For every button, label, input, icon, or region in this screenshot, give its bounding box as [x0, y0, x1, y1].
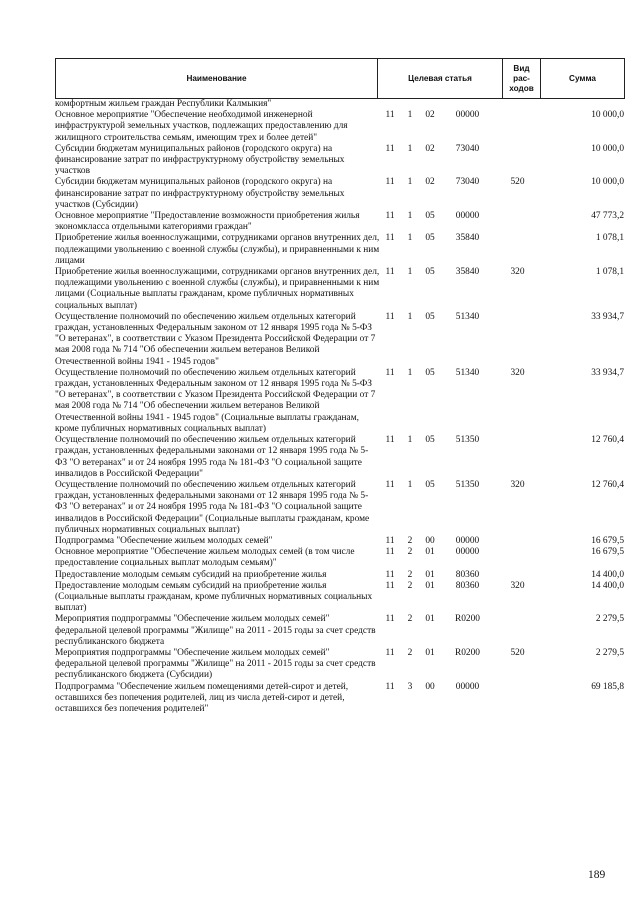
row-expense-kind: [495, 435, 540, 480]
row-code-activity: 05: [425, 367, 435, 378]
row-code-section: 11: [385, 479, 395, 490]
row-code-subprogram: 2: [407, 614, 413, 625]
row-code-activity: 01: [425, 614, 435, 625]
row-sum: 12 760,4: [591, 479, 624, 490]
row-expense-kind: 320: [510, 479, 525, 490]
table-row: [55, 536, 624, 547]
row-code-section: 11: [385, 211, 395, 222]
row-code-activity: 01: [425, 647, 435, 658]
table-row: [55, 368, 624, 435]
table-row: [55, 480, 624, 536]
row-code-activity: 01: [425, 580, 435, 591]
table-row: [55, 267, 624, 312]
row-name: Приобретение жилья военнослужащими, сотрудниками органов внутренних дел, подлежащими увольнению с военной службы (службы), и приравненными к ним лицами: [55, 233, 380, 266]
row-code-direction: 00000: [455, 681, 480, 692]
row-code-subprogram: 1: [407, 233, 413, 244]
row-sum: 33 934,7: [591, 311, 624, 322]
row-code-section: 11: [385, 143, 395, 154]
row-code-section: 11: [385, 569, 395, 580]
row-name: Субсидии бюджетам муниципальных районов (городского округа) на финансирование затрат по инфраструктурному обустройству земельных участков: [55, 143, 345, 177]
page-number: 189: [588, 869, 606, 881]
header-target: Целевая статья: [378, 59, 503, 99]
table-row: [55, 435, 624, 480]
table-row: [55, 177, 624, 211]
row-name: Основное мероприятие "Обеспечение жильем молодых семей (в том числе предоставление социальных выплат молодым семьям)": [55, 547, 355, 569]
row-expense-kind: [495, 110, 540, 144]
row-expense-kind: 520: [510, 177, 525, 188]
row-code-direction: 80360: [455, 580, 480, 591]
row-sum: 1 078,1: [595, 267, 624, 278]
table-row: [55, 648, 624, 682]
row-expense-kind: 320: [510, 267, 525, 278]
row-code-activity: 02: [425, 177, 435, 188]
row-name: Подпрограмма "Обеспечение жильем молодых семей": [55, 535, 273, 546]
row-code-direction: 00000: [455, 535, 480, 546]
row-code-activity: 00: [425, 681, 435, 692]
row-name: Мероприятия подпрограммы "Обеспечение жильем молодых семей" федеральной целевой программы "Жилище" на 2011 - 2015 годы за счет средств республиканского бюджета: [55, 614, 376, 647]
row-code-direction: 51340: [455, 311, 480, 322]
row-name: Предоставление молодым семьям субсидий на приобретение жилья (Социальные выплаты гражданам, кроме публичных нормативных социальных выплат): [55, 580, 373, 614]
row-name: комфортным жильем граждан Республики Калмыкия": [55, 99, 272, 109]
row-code-activity: 05: [425, 479, 435, 490]
table-row: [55, 144, 624, 178]
row-code-section: 11: [385, 233, 395, 244]
row-code-section: 11: [385, 311, 395, 322]
table-row: [55, 312, 624, 368]
row-code-section: 11: [385, 367, 395, 378]
row-expense-kind: [495, 233, 540, 267]
row-code-subprogram: 1: [407, 211, 413, 222]
row-code-direction: 51350: [455, 435, 480, 446]
header-kind-line2: рас-: [513, 73, 530, 83]
row-name: Предоставление молодым семьям субсидий на приобретение жилья: [55, 569, 327, 580]
row-code-direction: 00000: [455, 110, 480, 121]
header-name: Наименование: [56, 59, 378, 99]
header-kind-line1: Вид: [513, 63, 530, 73]
row-name: Осуществление полномочий по обеспечению жильем отдельных категорий граждан, установленных федеральными законами от 12 января 1995 года № 5-ФЗ "О ветеранах" и от 24 ноября 1995 года № 181-ФЗ "О социальной защите инвалидов в Российской Федерации": [55, 435, 369, 479]
row-code-section: 11: [385, 681, 395, 692]
row-name: Субсидии бюджетам муниципальных районов (городского округа) на финансирование затрат по инфраструктурному обустройству земельных участков (Субсидии): [55, 177, 345, 210]
row-sum: [540, 99, 624, 110]
row-code-subprogram: 1: [407, 479, 413, 490]
row-sum: 10 000,0: [591, 177, 624, 188]
table-row: [55, 581, 624, 615]
row-code-subprogram: 2: [407, 580, 413, 591]
row-name: Основное мероприятие "Предоставление возможности приобретения жилья экономкласса отдельными категориями граждан": [55, 211, 360, 233]
header-kind: [503, 59, 541, 99]
row-expense-kind: [495, 99, 540, 110]
row-code-direction: [440, 99, 495, 110]
table-row: [55, 547, 624, 569]
row-code-direction: 35840: [455, 233, 480, 244]
table-row: [55, 682, 624, 716]
table-row: [55, 614, 624, 648]
row-code-activity: 00: [425, 535, 435, 546]
row-code-activity: 02: [425, 110, 435, 121]
row-code-activity: [420, 99, 440, 110]
row-code-section: 11: [385, 535, 395, 546]
row-sum: 2 279,5: [595, 614, 624, 625]
table-header: [55, 58, 625, 99]
row-code-activity: 05: [425, 311, 435, 322]
row-expense-kind: [495, 682, 540, 716]
row-sum: 14 400,0: [591, 580, 624, 591]
row-code-direction: 51350: [455, 479, 480, 490]
row-expense-kind: [495, 614, 540, 648]
row-sum: 10 000,0: [591, 143, 624, 154]
row-sum: 2 279,5: [595, 647, 624, 658]
row-code-activity: 02: [425, 143, 435, 154]
row-name: Осуществление полномочий по обеспечению жильем отдельных категорий граждан, установленных Федеральным законом от 12 января 1995 года № 5-ФЗ "О ветеранах", в соответствии с Указом Президента Российской Федерации от 7 мая 2008 года № 714 "Об обеспечении жильем ветеранов Великой Отечественной войны 1941 - 1945 годов": [55, 311, 376, 367]
row-code-subprogram: 1: [407, 177, 413, 188]
row-sum: 69 185,8: [591, 681, 624, 692]
row-code-subprogram: [400, 99, 420, 110]
table-row: [55, 99, 624, 110]
row-code-section: 11: [385, 580, 395, 591]
row-code-subprogram: 2: [407, 547, 413, 558]
row-expense-kind: [495, 312, 540, 368]
row-code-activity: 05: [425, 435, 435, 446]
row-code-direction: R0200: [454, 647, 480, 658]
row-name: Осуществление полномочий по обеспечению жильем отдельных категорий граждан, установленных Федеральным законом от 12 января 1995 года № 5-ФЗ "О ветеранах", в соответствии с Указом Президента Российской Федерации от 7 мая 2008 года № 714 "Об обеспечении жильем ветеранов Великой Отечественной войны 1941 - 1945 годов" (Социальные выплаты гражданам, кроме публичных нормативных социальных выплат): [55, 367, 376, 434]
row-code-section: 11: [385, 267, 395, 278]
row-code-direction: 00000: [455, 547, 480, 558]
row-expense-kind: [495, 144, 540, 178]
row-code-subprogram: 2: [407, 569, 413, 580]
row-code-section: 11: [385, 647, 395, 658]
row-name: Приобретение жилья военнослужащими, сотрудниками органов внутренних дел, подлежащими увольнению с военной службы (службы), и приравненными к ним лицами (Социальные выплаты гражданам, кроме публичных нормативных социальных выплат): [55, 267, 380, 311]
row-code-activity: 05: [425, 267, 435, 278]
row-code-subprogram: 2: [407, 535, 413, 546]
row-code-subprogram: 2: [407, 647, 413, 658]
row-code-direction: 51340: [455, 367, 480, 378]
row-sum: 10 000,0: [591, 110, 624, 121]
row-code-direction: 80360: [455, 569, 480, 580]
table-row: [55, 233, 624, 267]
row-code-activity: 01: [425, 547, 435, 558]
row-expense-kind: 520: [510, 647, 525, 658]
row-code-subprogram: 1: [407, 143, 413, 154]
row-code-subprogram: 1: [407, 367, 413, 378]
row-expense-kind: [495, 536, 540, 547]
row-sum: 12 760,4: [591, 435, 624, 446]
row-name: Подпрограмма "Обеспечение жильем помещениями детей-сирот и детей, оставшихся без попечения родителей, лиц из числа детей-сирот и детей, оставшихся без попечения родителей": [55, 681, 349, 714]
row-code-direction: 35840: [455, 267, 480, 278]
row-expense-kind: [495, 547, 540, 569]
row-sum: 14 400,0: [591, 569, 624, 580]
row-code-subprogram: 1: [407, 110, 413, 121]
row-expense-kind: 320: [510, 580, 525, 591]
row-code-direction: 00000: [455, 211, 480, 222]
row-code-subprogram: 3: [407, 681, 413, 692]
row-code-section: [380, 99, 400, 110]
row-code-section: 11: [385, 435, 395, 446]
row-name: Осуществление полномочий по обеспечению жильем отдельных категорий граждан, установленных федеральными законами от 12 января 1995 года № 5-ФЗ "О ветеранах" и от 24 ноября 1995 года № 181-ФЗ "О социальной защите инвалидов в Российской Федерации" (Социальные выплаты гражданам, кроме публичных нормативных социальных выплат): [55, 479, 370, 535]
row-code-section: 11: [385, 614, 395, 625]
row-code-subprogram: 1: [407, 311, 413, 322]
row-sum: 47 773,2: [591, 211, 624, 222]
row-code-subprogram: 1: [407, 435, 413, 446]
row-code-subprogram: 1: [407, 267, 413, 278]
row-code-direction: 73040: [455, 143, 480, 154]
row-expense-kind: 320: [510, 367, 525, 378]
row-expense-kind: [495, 570, 540, 581]
row-sum: 1 078,1: [595, 233, 624, 244]
row-code-activity: 01: [425, 569, 435, 580]
row-code-section: 11: [385, 110, 395, 121]
row-name: Мероприятия подпрограммы "Обеспечение жильем молодых семей" федеральной целевой программы "Жилище" на 2011 - 2015 годы за счет средств республиканского бюджета (Субсидии): [55, 647, 376, 681]
row-expense-kind: [495, 211, 540, 233]
row-code-activity: 05: [425, 211, 435, 222]
row-sum: 16 679,5: [591, 547, 624, 558]
header-kind-line3: ходов: [509, 83, 534, 93]
table-row: [55, 110, 624, 144]
row-code-section: 11: [385, 547, 395, 558]
table-row: [55, 570, 624, 581]
row-sum: 33 934,7: [591, 367, 624, 378]
header-sum: Сумма: [541, 59, 625, 99]
row-code-section: 11: [385, 177, 395, 188]
table-row: [55, 211, 624, 233]
row-name: Основное мероприятие "Обеспечение необходимой инженерной инфраструктурой земельных участков, подлежащих предоставлению для жилищного строительства семьям, имеющим трех и более детей": [55, 110, 348, 143]
row-code-direction: 73040: [455, 177, 480, 188]
row-sum: 16 679,5: [591, 535, 624, 546]
row-code-activity: 05: [425, 233, 435, 244]
row-code-direction: R0200: [454, 614, 480, 625]
budget-table: [55, 99, 624, 715]
